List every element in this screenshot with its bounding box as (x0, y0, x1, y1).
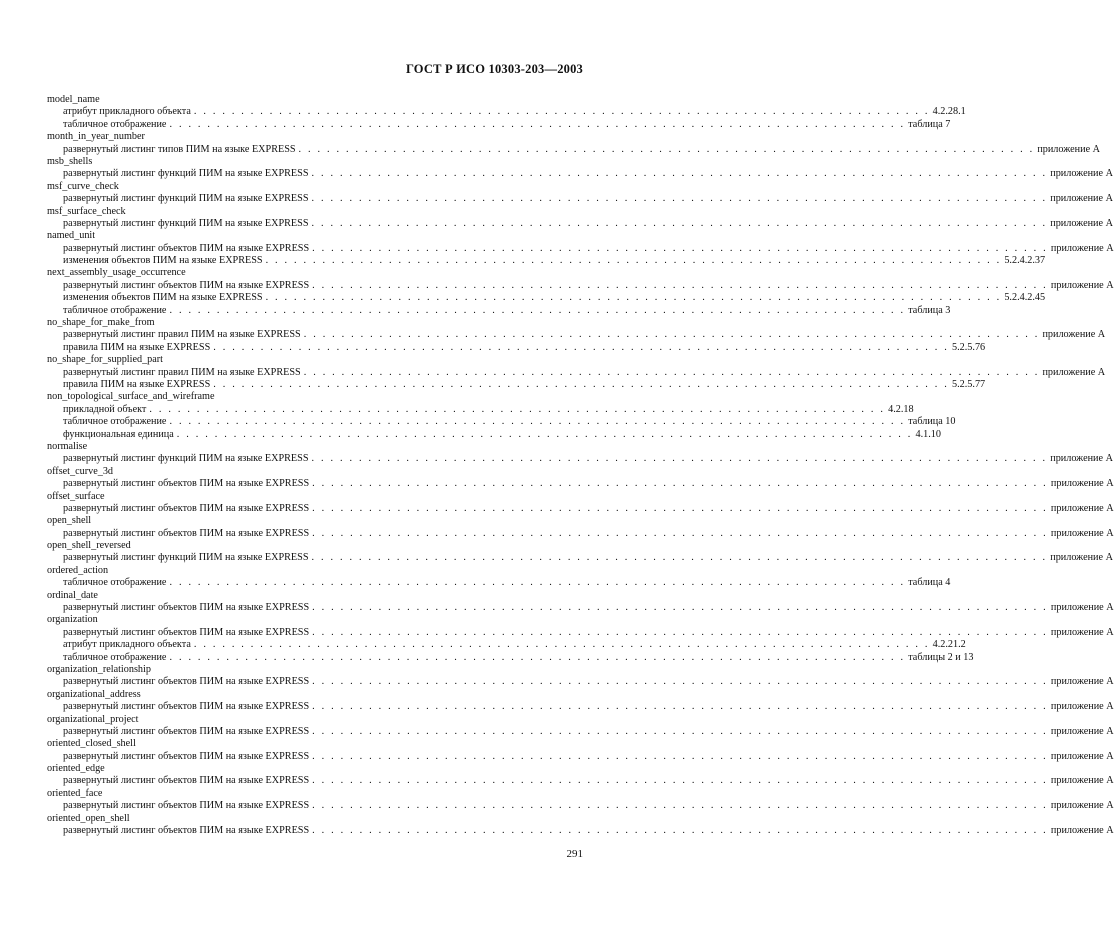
index-term: organization_relationship (47, 663, 151, 675)
subentry-text: развернутый листинг объектов ПИМ на языке EXPRESS (63, 701, 310, 713)
index-term: organizational_project (47, 713, 139, 725)
dot-leader: . . . . . . . . . . . . . . . . . . . . . . . . . . . . . . . . . . . . . . . . . . . . . . . . . . . . . . . . . . . . . . . . . . . . . . . . . . . . . . (303, 329, 1040, 341)
subentry-text: развернутый листинг объектов ПИМ на языке EXPRESS (63, 502, 310, 514)
index-subentry (47, 242, 1114, 255)
subentry-reference: приложение А (1050, 168, 1113, 180)
index-subentry (47, 118, 951, 131)
index-subentry (47, 453, 1113, 465)
index-subentry (47, 577, 951, 589)
index-subentry (47, 502, 1114, 515)
subentry-reference: таблица 7 (908, 118, 951, 130)
subentry-text: атрибут прикладного объекта (63, 639, 191, 651)
subentry-text: правила ПИМ на языке EXPRESS (63, 341, 211, 353)
index-term: open_shell_reversed (47, 540, 131, 552)
index-subentry (47, 366, 1106, 379)
subentry-reference: приложение А (1050, 242, 1114, 254)
subentry-reference: 4.2.21.2 (932, 639, 966, 651)
index-subentry (47, 676, 1114, 688)
index-subentry (47, 403, 914, 416)
subentry-text: развернутый листинг объектов ПИМ на языке EXPRESS (63, 725, 310, 737)
subentry-text: развернутый листинг объектов ПИМ на языке EXPRESS (63, 676, 310, 688)
page-number: 291 (566, 848, 583, 860)
dot-leader: . . . . . . . . . . . . . . . . . . . . . . . . . . . . . . . . . . . . . . . . . . . . . . . . . . . . . . . . . . . . . . . . . . . . . . . . . . . . . . (169, 651, 906, 663)
subentry-reference: приложение А (1050, 701, 1114, 713)
subentry-text: правила ПИМ на языке EXPRESS (63, 378, 211, 390)
index-term: offset_curve_3d (47, 465, 114, 477)
dot-leader: . . . . . . . . . . . . . . . . . . . . . . . . . . . . . . . . . . . . . . . . . . . . . . . . . . . . . . . . . . . . . . . . . . . . . . . . . . . . . . (312, 626, 1048, 638)
subentry-reference: приложение А (1050, 800, 1114, 812)
subentry-text: развернутый листинг функций ПИМ на языке EXPRESS (63, 453, 309, 465)
subentry-text: табличное отображение (63, 651, 167, 663)
index-term: ordered_action (47, 564, 109, 576)
index-subentry (47, 329, 1106, 341)
index-subentry (47, 800, 1114, 812)
dot-leader: . . . . . . . . . . . . . . . . . . . . . . . . . . . . . . . . . . . . . . . . . . . . . . . . . . . . . . . . . . . . . . . . . . . . . . . . . . . . . . (149, 403, 886, 415)
subentry-text: развернутый листинг функций ПИМ на языке EXPRESS (63, 168, 309, 180)
index-subentry (47, 552, 1113, 564)
dot-leader: . . . . . . . . . . . . . . . . . . . . . . . . . . . . . . . . . . . . . . . . . . . . . . . . . . . . . . . . . . . . . . . . . . . . . . . . . . . . . . (312, 800, 1048, 812)
index-list (47, 94, 1114, 837)
dot-leader: . . . . . . . . . . . . . . . . . . . . . . . . . . . . . . . . . . . . . . . . . . . . . . . . . . . . . . . . . . . . . . . . . . . . . . . . . . . . . . (193, 106, 930, 118)
subentry-reference: 5.2.4.2.37 (1004, 255, 1046, 267)
index-subentry (47, 602, 1114, 614)
index-term: normalise (47, 440, 88, 452)
subentry-reference: приложение А (1042, 329, 1106, 341)
dot-leader: . . . . . . . . . . . . . . . . . . . . . . . . . . . . . . . . . . . . . . . . . . . . . . . . . . . . . . . . . . . . . . . . . . . . . . . . . . . . . . (265, 292, 1002, 304)
dot-leader: . . . . . . . . . . . . . . . . . . . . . . . . . . . . . . . . . . . . . . . . . . . . . . . . . . . . . . . . . . . . . . . . . . . . . . . . . . . . . . (312, 502, 1048, 514)
index-term: no_shape_for_supplied_part (47, 354, 163, 366)
subentry-reference: приложение А (1037, 143, 1100, 155)
index-subentry (47, 701, 1114, 713)
subentry-text: развернутый листинг объектов ПИМ на языке EXPRESS (63, 750, 310, 762)
subentry-reference: 4.2.28.1 (932, 106, 966, 118)
index-subentry (47, 478, 1114, 490)
dot-leader: . . . . . . . . . . . . . . . . . . . . . . . . . . . . . . . . . . . . . . . . . . . . . . . . . . . . . . . . . . . . . . . . . . . . . . . . . . . . . . (312, 527, 1048, 539)
subentry-reference: приложение А (1050, 453, 1113, 465)
index-term: msf_curve_check (47, 180, 119, 192)
subentry-reference: приложение А (1050, 626, 1114, 638)
subentry-reference: 4.2.18 (888, 403, 914, 415)
subentry-reference: приложение А (1050, 602, 1114, 614)
dot-leader: . . . . . . . . . . . . . . . . . . . . . . . . . . . . . . . . . . . . . . . . . . . . . . . . . . . . . . . . . . . . . . . . . . . . . . . . . . . . . . (169, 118, 906, 130)
index-subentry (47, 255, 1046, 267)
index-subentry (47, 825, 1114, 837)
index-subentry (47, 651, 974, 664)
dot-leader: . . . . . . . . . . . . . . . . . . . . . . . . . . . . . . . . . . . . . . . . . . . . . . . . . . . . . . . . . . . . . . . . . . . . . . . . . . . . . . (312, 478, 1048, 490)
subentry-text: развернутый листинг объектов ПИМ на языке EXPRESS (63, 478, 310, 490)
index-term: named_unit (47, 230, 96, 242)
dot-leader: . . . . . . . . . . . . . . . . . . . . . . . . . . . . . . . . . . . . . . . . . . . . . . . . . . . . . . . . . . . . . . . . . . . . . . . . . . . . . . (213, 341, 950, 353)
index-subentry (47, 775, 1114, 787)
index-term: open_shell (47, 515, 92, 527)
dot-leader: . . . . . . . . . . . . . . . . . . . . . . . . . . . . . . . . . . . . . . . . . . . . . . . . . . . . . . . . . . . . . . . . . . . . . . . . . . . . . . (213, 378, 950, 390)
index-term: oriented_face (47, 787, 103, 799)
subentry-text: развернутый листинг объектов ПИМ на языке EXPRESS (63, 602, 310, 614)
subentry-reference: приложение А (1050, 217, 1113, 229)
index-subentry (47, 168, 1113, 180)
index-subentry (47, 428, 941, 441)
dot-leader: . . . . . . . . . . . . . . . . . . . . . . . . . . . . . . . . . . . . . . . . . . . . . . . . . . . . . . . . . . . . . . . . . . . . . . . . . . . . . . (298, 143, 1035, 155)
index-subentry (47, 193, 1113, 205)
dot-leader: . . . . . . . . . . . . . . . . . . . . . . . . . . . . . . . . . . . . . . . . . . . . . . . . . . . . . . . . . . . . . . . . . . . . . . . . . . . . . . (311, 453, 1048, 465)
subentry-text: изменения объектов ПИМ на языке EXPRESS (63, 292, 263, 304)
index-subentry (47, 341, 986, 354)
subentry-reference: таблица 10 (908, 416, 956, 428)
subentry-text: табличное отображение (63, 304, 167, 316)
subentry-reference: приложение А (1050, 552, 1113, 564)
dot-leader: . . . . . . . . . . . . . . . . . . . . . . . . . . . . . . . . . . . . . . . . . . . . . . . . . . . . . . . . . . . . . . . . . . . . . . . . . . . . . . (312, 825, 1048, 837)
dot-leader: . . . . . . . . . . . . . . . . . . . . . . . . . . . . . . . . . . . . . . . . . . . . . . . . . . . . . . . . . . . . . . . . . . . . . . . . . . . . . . (312, 602, 1048, 614)
subentry-reference: приложение А (1050, 825, 1114, 837)
index-term: msb_shells (47, 155, 93, 167)
index-term: month_in_year_number (47, 131, 145, 143)
subentry-text: развернутый листинг функций ПИМ на языке EXPRESS (63, 193, 309, 205)
index-subentry (47, 626, 1114, 639)
subentry-text: табличное отображение (63, 416, 167, 428)
page-header: ГОСТ Р ИСО 10303-203—2003 (405, 62, 583, 76)
subentry-reference: приложение А (1050, 279, 1114, 291)
subentry-reference: приложение А (1050, 193, 1113, 205)
subentry-text: изменения объектов ПИМ на языке EXPRESS (63, 255, 263, 267)
subentry-text: развернутый листинг объектов ПИМ на языке EXPRESS (63, 279, 310, 291)
index-subentry (47, 106, 966, 118)
index-term: non_topological_surface_and_wireframe (47, 391, 215, 403)
index-subentry (47, 292, 1046, 304)
subentry-reference: приложение А (1050, 676, 1114, 688)
index-term: organization (47, 614, 98, 626)
subentry-reference: таблицы 2 и 13 (908, 651, 974, 663)
subentry-text: развернутый листинг функций ПИМ на языке EXPRESS (63, 552, 309, 564)
subentry-reference: приложение А (1050, 478, 1114, 490)
subentry-text: табличное отображение (63, 577, 167, 589)
dot-leader: . . . . . . . . . . . . . . . . . . . . . . . . . . . . . . . . . . . . . . . . . . . . . . . . . . . . . . . . . . . . . . . . . . . . . . . . . . . . . . (265, 255, 1002, 267)
dot-leader: . . . . . . . . . . . . . . . . . . . . . . . . . . . . . . . . . . . . . . . . . . . . . . . . . . . . . . . . . . . . . . . . . . . . . . . . . . . . . . (169, 416, 906, 428)
index-term: msf_surface_check (47, 205, 126, 217)
index-subentry (47, 725, 1114, 738)
index-subentry (47, 527, 1114, 540)
subentry-text: развернутый листинг объектов ПИМ на языке EXPRESS (63, 626, 310, 638)
subentry-text: развернутый листинг правил ПИМ на языке EXPRESS (63, 329, 301, 341)
dot-leader: . . . . . . . . . . . . . . . . . . . . . . . . . . . . . . . . . . . . . . . . . . . . . . . . . . . . . . . . . . . . . . . . . . . . . . . . . . . . . . (312, 750, 1048, 762)
dot-leader: . . . . . . . . . . . . . . . . . . . . . . . . . . . . . . . . . . . . . . . . . . . . . . . . . . . . . . . . . . . . . . . . . . . . . . . . . . . . . . (176, 428, 913, 440)
index-term: no_shape_for_make_from (47, 317, 155, 329)
subentry-text: функциональная единица (63, 428, 174, 440)
dot-leader: . . . . . . . . . . . . . . . . . . . . . . . . . . . . . . . . . . . . . . . . . . . . . . . . . . . . . . . . . . . . . . . . . . . . . . . . . . . . . . (169, 577, 906, 589)
dot-leader: . . . . . . . . . . . . . . . . . . . . . . . . . . . . . . . . . . . . . . . . . . . . . . . . . . . . . . . . . . . . . . . . . . . . . . . . . . . . . . (312, 676, 1048, 688)
index-subentry (47, 304, 951, 317)
dot-leader: . . . . . . . . . . . . . . . . . . . . . . . . . . . . . . . . . . . . . . . . . . . . . . . . . . . . . . . . . . . . . . . . . . . . . . . . . . . . . . (312, 279, 1048, 291)
subentry-reference: приложение А (1050, 750, 1114, 762)
subentry-text: развернутый листинг объектов ПИМ на языке EXPRESS (63, 825, 310, 837)
subentry-text: табличное отображение (63, 118, 167, 130)
subentry-text: развернутый листинг функций ПИМ на языке EXPRESS (63, 217, 309, 229)
index-term: next_assembly_usage_occurrence (47, 267, 186, 279)
subentry-reference: таблица 3 (908, 304, 951, 316)
subentry-reference: приложение А (1050, 775, 1114, 787)
subentry-text: развернутый листинг объектов ПИМ на языке EXPRESS (63, 242, 310, 254)
index-subentry (47, 416, 956, 428)
subentry-reference: таблица 4 (908, 577, 951, 589)
dot-leader: . . . . . . . . . . . . . . . . . . . . . . . . . . . . . . . . . . . . . . . . . . . . . . . . . . . . . . . . . . . . . . . . . . . . . . . . . . . . . . (312, 725, 1048, 737)
index-term: organizational_address (47, 688, 141, 700)
index-subentry (47, 378, 986, 391)
subentry-reference: приложение А (1042, 366, 1106, 378)
subentry-reference: 4.1.10 (915, 428, 941, 440)
dot-leader: . . . . . . . . . . . . . . . . . . . . . . . . . . . . . . . . . . . . . . . . . . . . . . . . . . . . . . . . . . . . . . . . . . . . . . . . . . . . . . (312, 701, 1048, 713)
subentry-reference: приложение А (1050, 527, 1114, 539)
dot-leader: . . . . . . . . . . . . . . . . . . . . . . . . . . . . . . . . . . . . . . . . . . . . . . . . . . . . . . . . . . . . . . . . . . . . . . . . . . . . . . (311, 168, 1048, 180)
subentry-reference: 5.2.5.76 (952, 341, 986, 353)
index-subentry (47, 750, 1114, 763)
index-term: model_name (47, 94, 100, 105)
index-subentry (47, 217, 1113, 230)
subentry-text: развернутый листинг объектов ПИМ на языке EXPRESS (63, 800, 310, 812)
dot-leader: . . . . . . . . . . . . . . . . . . . . . . . . . . . . . . . . . . . . . . . . . . . . . . . . . . . . . . . . . . . . . . . . . . . . . . . . . . . . . . (312, 242, 1048, 254)
subentry-text: развернутый листинг объектов ПИМ на языке EXPRESS (63, 775, 310, 787)
index-term: offset_surface (47, 490, 105, 502)
index-term: oriented_edge (47, 763, 105, 775)
dot-leader: . . . . . . . . . . . . . . . . . . . . . . . . . . . . . . . . . . . . . . . . . . . . . . . . . . . . . . . . . . . . . . . . . . . . . . . . . . . . . . (193, 639, 930, 651)
dot-leader: . . . . . . . . . . . . . . . . . . . . . . . . . . . . . . . . . . . . . . . . . . . . . . . . . . . . . . . . . . . . . . . . . . . . . . . . . . . . . . (311, 217, 1048, 229)
index-subentry (47, 279, 1114, 292)
dot-leader: . . . . . . . . . . . . . . . . . . . . . . . . . . . . . . . . . . . . . . . . . . . . . . . . . . . . . . . . . . . . . . . . . . . . . . . . . . . . . . (311, 193, 1048, 205)
subentry-text: развернутый листинг правил ПИМ на языке EXPRESS (63, 366, 301, 378)
subentry-text: развернутый листинг типов ПИМ на языке EXPRESS (63, 143, 296, 155)
subentry-reference: приложение А (1050, 725, 1114, 737)
index-term: oriented_open_shell (47, 812, 130, 824)
dot-leader: . . . . . . . . . . . . . . . . . . . . . . . . . . . . . . . . . . . . . . . . . . . . . . . . . . . . . . . . . . . . . . . . . . . . . . . . . . . . . . (169, 304, 906, 316)
dot-leader: . . . . . . . . . . . . . . . . . . . . . . . . . . . . . . . . . . . . . . . . . . . . . . . . . . . . . . . . . . . . . . . . . . . . . . . . . . . . . . (303, 366, 1040, 378)
subentry-text: атрибут прикладного объекта (63, 106, 191, 118)
subentry-reference: 5.2.4.2.45 (1004, 292, 1046, 304)
index-subentry (47, 639, 966, 651)
index-subentry (47, 143, 1100, 156)
subentry-reference: 5.2.5.77 (952, 378, 986, 390)
subentry-text: прикладной объект (63, 403, 147, 415)
dot-leader: . . . . . . . . . . . . . . . . . . . . . . . . . . . . . . . . . . . . . . . . . . . . . . . . . . . . . . . . . . . . . . . . . . . . . . . . . . . . . . (311, 552, 1048, 564)
subentry-text: развернутый листинг объектов ПИМ на языке EXPRESS (63, 527, 310, 539)
dot-leader: . . . . . . . . . . . . . . . . . . . . . . . . . . . . . . . . . . . . . . . . . . . . . . . . . . . . . . . . . . . . . . . . . . . . . . . . . . . . . . (312, 775, 1048, 787)
index-term: oriented_closed_shell (47, 738, 136, 750)
index-term: ordinal_date (47, 589, 98, 601)
subentry-reference: приложение А (1050, 502, 1114, 514)
